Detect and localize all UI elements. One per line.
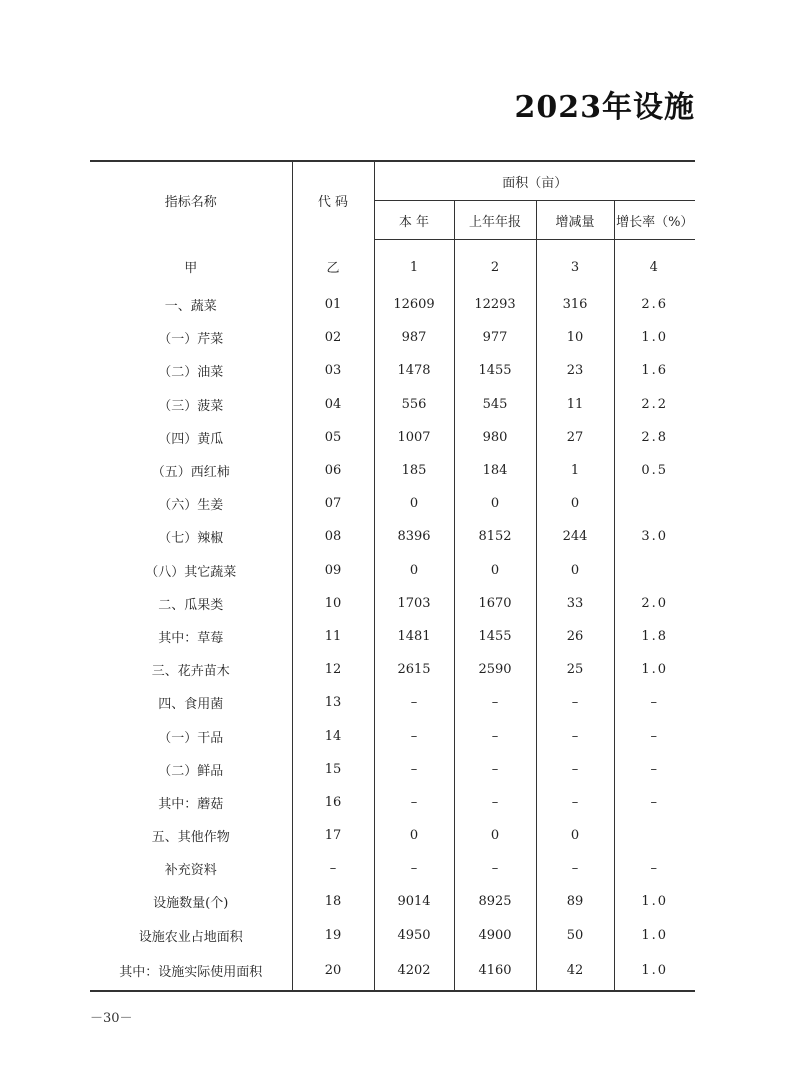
cell-code: 03	[292, 354, 374, 387]
cell-this-year: 8396	[374, 520, 454, 553]
cell-growth-rate: 1.0	[614, 653, 695, 686]
cell-growth-rate	[614, 554, 695, 587]
cell-this-year: 2615	[374, 653, 454, 686]
cell-indicator-name: 甲	[184, 261, 198, 277]
cell-change: 50	[536, 919, 614, 952]
page-title: 2023年设施	[514, 90, 695, 125]
cell-code: 11	[292, 620, 374, 653]
cell-change: 0	[536, 819, 614, 852]
cell-change: 89	[536, 885, 614, 918]
cell-code: 乙	[292, 240, 374, 289]
cell-last-year: 4900	[454, 919, 536, 952]
cell-indicator-name: 一、蔬菜	[164, 299, 217, 315]
cell-change: 11	[536, 388, 614, 421]
cell-this-year: 1	[374, 240, 454, 289]
cell-indicator-name: 其中：草莓	[158, 630, 224, 646]
cell-last-year: 8152	[454, 520, 536, 553]
table-row	[90, 554, 695, 587]
cell-change: 26	[536, 620, 614, 653]
cell-growth-rate: 3.0	[614, 520, 695, 553]
table-row	[90, 753, 695, 786]
cell-this-year: 4950	[374, 919, 454, 952]
cell-growth-rate: 4	[614, 240, 695, 289]
cell-this-year: 1703	[374, 587, 454, 620]
cell-code: 13	[292, 686, 374, 719]
cell-indicator-name: 其中：蘑菇	[158, 796, 224, 812]
cell-last-year: 184	[454, 454, 536, 487]
table-row	[90, 520, 695, 553]
cell-last-year: 0	[454, 554, 536, 587]
cell-indicator-name: （一）芹菜	[158, 332, 224, 348]
cell-growth-rate: –	[614, 786, 695, 819]
cell-indicator-name: 四、食用菌	[158, 697, 224, 713]
cell-this-year: –	[374, 786, 454, 819]
header-area: 面积（亩）	[374, 161, 695, 201]
cell-growth-rate: 0.5	[614, 454, 695, 487]
cell-growth-rate: 1.0	[614, 321, 695, 354]
cell-this-year: 0	[374, 819, 454, 852]
cell-change: –	[536, 786, 614, 819]
cell-this-year: –	[374, 753, 454, 786]
facility-area-table	[90, 160, 695, 992]
cell-indicator-name: 设施数量(个)	[153, 896, 229, 912]
cell-last-year: –	[454, 753, 536, 786]
cell-growth-rate: 1.6	[614, 354, 695, 387]
cell-growth-rate: 1.0	[614, 919, 695, 952]
cell-this-year: 556	[374, 388, 454, 421]
cell-this-year: –	[374, 719, 454, 752]
cell-this-year: 1478	[374, 354, 454, 387]
cell-last-year: 1455	[454, 620, 536, 653]
header-last-year: 上年年报	[454, 201, 536, 240]
cell-growth-rate: 2.2	[614, 388, 695, 421]
table-row	[90, 885, 695, 918]
table-row	[90, 388, 695, 421]
table-row	[90, 240, 695, 289]
cell-change: 42	[536, 952, 614, 991]
cell-code: 08	[292, 520, 374, 553]
cell-change: 27	[536, 421, 614, 454]
cell-last-year: 980	[454, 421, 536, 454]
cell-code: 19	[292, 919, 374, 952]
cell-change: 0	[536, 554, 614, 587]
cell-indicator-name: （八）其它蔬菜	[145, 564, 237, 580]
cell-last-year: 4160	[454, 952, 536, 991]
cell-this-year: 0	[374, 487, 454, 520]
table-row	[90, 919, 695, 952]
cell-this-year: –	[374, 852, 454, 885]
cell-last-year: 8925	[454, 885, 536, 918]
header-indicator-name: 指标名称	[90, 161, 292, 240]
cell-this-year: 1007	[374, 421, 454, 454]
cell-indicator-name: （三）菠菜	[158, 398, 224, 414]
cell-growth-rate: 2.6	[614, 288, 695, 321]
cell-growth-rate	[614, 487, 695, 520]
cell-change: 10	[536, 321, 614, 354]
cell-indicator-name: 其中：设施实际使用面积	[90, 952, 292, 991]
cell-change: 23	[536, 354, 614, 387]
cell-code: 07	[292, 487, 374, 520]
cell-change: 244	[536, 520, 614, 553]
cell-growth-rate: –	[614, 753, 695, 786]
cell-code: 12	[292, 653, 374, 686]
cell-last-year: 0	[454, 819, 536, 852]
cell-change: –	[536, 753, 614, 786]
cell-indicator-name: 补充资料	[164, 863, 217, 879]
cell-change: 316	[536, 288, 614, 321]
cell-code: 04	[292, 388, 374, 421]
table-row	[90, 587, 695, 620]
table-row	[90, 487, 695, 520]
cell-code: 20	[292, 952, 374, 991]
cell-indicator-name: （四）黄瓜	[158, 431, 224, 447]
cell-indicator-name: （二）油菜	[158, 365, 224, 381]
table-row	[90, 288, 695, 321]
cell-growth-rate: –	[614, 686, 695, 719]
cell-change: 3	[536, 240, 614, 289]
cell-change: –	[536, 852, 614, 885]
cell-growth-rate: 1.8	[614, 620, 695, 653]
cell-code: 06	[292, 454, 374, 487]
table-row	[90, 454, 695, 487]
header-code: 代 码	[292, 161, 374, 240]
cell-change: 33	[536, 587, 614, 620]
cell-this-year: 12609	[374, 288, 454, 321]
page-number: －30－	[90, 1011, 133, 1026]
cell-growth-rate: –	[614, 852, 695, 885]
cell-last-year: –	[454, 852, 536, 885]
cell-last-year: 0	[454, 487, 536, 520]
cell-change: –	[536, 686, 614, 719]
cell-code: 05	[292, 421, 374, 454]
cell-last-year: 1455	[454, 354, 536, 387]
cell-code: –	[292, 852, 374, 885]
table-row	[90, 354, 695, 387]
cell-code: 15	[292, 753, 374, 786]
cell-this-year: 185	[374, 454, 454, 487]
cell-indicator-name: （七）辣椒	[158, 531, 224, 547]
cell-this-year: 1481	[374, 620, 454, 653]
table-row	[90, 653, 695, 686]
cell-indicator-name: （一）干品	[158, 730, 224, 746]
cell-code: 16	[292, 786, 374, 819]
cell-indicator-name: （六）生姜	[158, 498, 224, 514]
table-row	[90, 321, 695, 354]
cell-last-year: 2590	[454, 653, 536, 686]
cell-last-year: 1670	[454, 587, 536, 620]
cell-growth-rate: 2.8	[614, 421, 695, 454]
cell-this-year: 4202	[374, 952, 454, 991]
cell-code: 02	[292, 321, 374, 354]
cell-this-year: 987	[374, 321, 454, 354]
cell-code: 17	[292, 819, 374, 852]
cell-indicator-name: 三、花卉苗木	[151, 664, 230, 680]
cell-code: 01	[292, 288, 374, 321]
cell-last-year: –	[454, 686, 536, 719]
table-row	[90, 852, 695, 885]
cell-code: 10	[292, 587, 374, 620]
cell-code: 09	[292, 554, 374, 587]
cell-last-year: 545	[454, 388, 536, 421]
cell-change: –	[536, 719, 614, 752]
table-row	[90, 819, 695, 852]
table-row	[90, 786, 695, 819]
header-growth-rate: 增长率（%）	[614, 201, 695, 240]
cell-last-year: –	[454, 719, 536, 752]
table-row	[90, 686, 695, 719]
cell-indicator-name: 二、瓜果类	[158, 597, 224, 613]
table-row	[90, 719, 695, 752]
table-body	[90, 240, 695, 991]
cell-code: 18	[292, 885, 374, 918]
header-this-year: 本 年	[374, 201, 454, 240]
cell-change: 0	[536, 487, 614, 520]
cell-growth-rate: –	[614, 719, 695, 752]
table-row	[90, 421, 695, 454]
cell-last-year: 12293	[454, 288, 536, 321]
cell-this-year: 0	[374, 554, 454, 587]
cell-indicator-name: 设施农业占地面积	[138, 929, 243, 945]
cell-last-year: 977	[454, 321, 536, 354]
cell-this-year: 9014	[374, 885, 454, 918]
cell-change: 25	[536, 653, 614, 686]
table-row	[90, 620, 695, 653]
cell-indicator-name: （五）西红柿	[151, 465, 230, 481]
cell-growth-rate: 2.0	[614, 587, 695, 620]
cell-this-year: –	[374, 686, 454, 719]
cell-last-year: 2	[454, 240, 536, 289]
table-row	[90, 952, 695, 991]
cell-last-year: –	[454, 786, 536, 819]
cell-indicator-name: （二）鲜品	[158, 763, 224, 779]
cell-indicator-name: 五、其他作物	[151, 830, 230, 846]
cell-code: 14	[292, 719, 374, 752]
cell-change: 1	[536, 454, 614, 487]
cell-growth-rate: 1.0	[614, 885, 695, 918]
cell-growth-rate: 1.0	[614, 952, 695, 991]
header-change: 增减量	[536, 201, 614, 240]
cell-growth-rate	[614, 819, 695, 852]
